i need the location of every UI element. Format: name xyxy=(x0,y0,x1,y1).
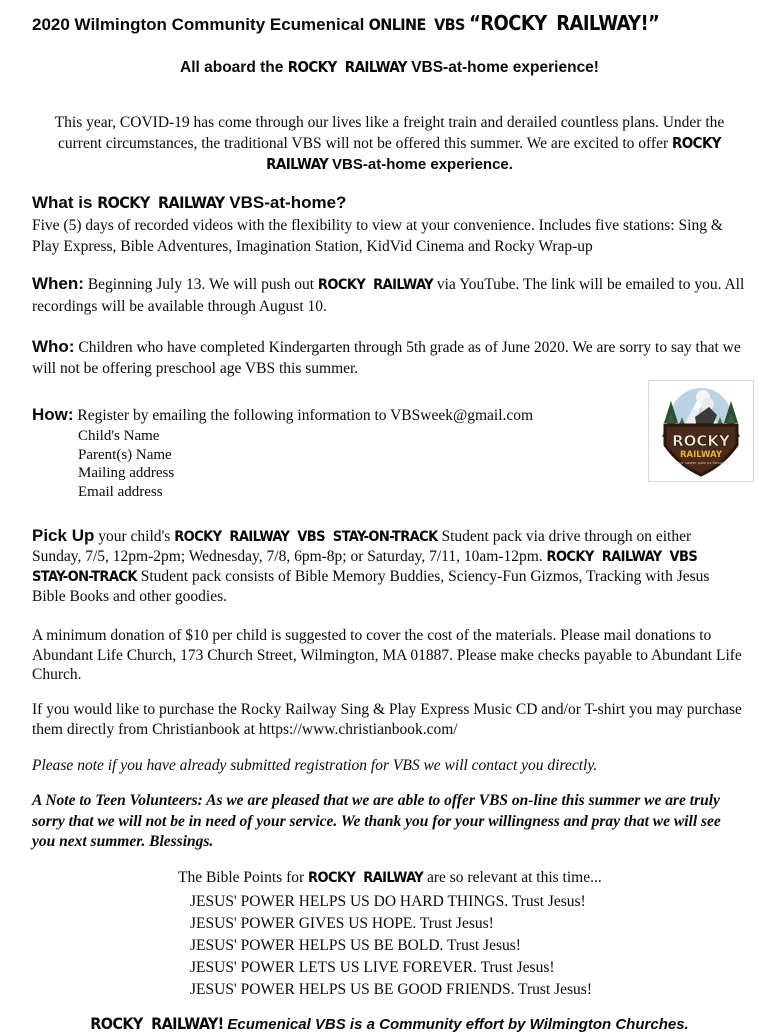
how-paragraph xyxy=(32,404,747,426)
list-item: Mailing address xyxy=(78,465,175,481)
intro-suffix: VBS-at-home experience. xyxy=(332,156,513,173)
when-paragraph xyxy=(32,273,747,317)
pickup-text-2: Student pack via drive through on either Sunday, 7/5, 12pm-2pm; Wednesday, 7/8, 6pm-8p; or Saturday, 7/11, 10am-12pm. xyxy=(32,528,692,565)
bible-intro-suffix: are so relevant at this time... xyxy=(426,869,602,886)
bible-points-intro xyxy=(178,868,747,888)
when-text-2: via YouTube. The link will be emailed to you. All recordings will be available through August 10. xyxy=(32,276,745,315)
title-rocky-railway: “ROCKY RAILWAY!” xyxy=(469,11,660,35)
who-paragraph xyxy=(32,336,747,379)
subtitle-prefix: All aboard the xyxy=(180,59,284,76)
donation-paragraph: A minimum donation of $10 per child is suggested to cover the cost of the materials. Please mail donations to Abundant Life Church, 173 Church Street, Wilmington, MA 01887. Please make checks payable to Abundant Life Church. xyxy=(32,627,742,683)
pickup-text-1: your child's xyxy=(98,528,171,545)
list-item: JESUS' POWER GIVES US HOPE. Trust Jesus! xyxy=(190,915,494,932)
pickup-text-3: Student pack consists of Bible Memory Buddies, Sciency-Fun Gizmos, Tracking with Jesus Bible Books and other goodies. xyxy=(32,568,710,605)
page-title xyxy=(32,12,747,36)
footer xyxy=(32,1014,747,1034)
what-body: Five (5) days of recorded videos with the flexibility to view at your convenience. Includes five stations: Sing & Play Express, Bible Adventures, Imagination Station, KidVid Cinema and Rocky Wrap-up xyxy=(32,217,723,255)
list-item: Child's Name xyxy=(78,428,160,444)
what-heading xyxy=(32,192,747,214)
bible-points-list xyxy=(190,891,747,1001)
when-text-1: Beginning July 13. We will push out xyxy=(87,276,315,293)
footer-text: Ecumenical VBS is a Community effort by Wilmington Churches. xyxy=(227,1016,689,1033)
subtitle xyxy=(32,57,747,78)
title-prefix: 2020 Wilmington Community Ecumenical xyxy=(32,15,365,34)
rocky-railway-logo-art xyxy=(651,383,751,479)
intro-rocky-railway: ROCKY RAILWAY xyxy=(266,134,721,173)
list-item: Email address xyxy=(78,483,163,500)
subtitle-rocky-railway: ROCKY RAILWAY xyxy=(287,58,407,76)
pickup-rocky-railway-2: ROCKY RAILWAY VBS STAY-ON-TRACK xyxy=(32,549,698,585)
who-text: Children who have completed Kindergarten through 5th grade as of June 2020. We are sorry to say that we will not be offering preschool age VBS this summer. xyxy=(32,339,741,377)
how-label: How: xyxy=(32,405,74,424)
list-item: JESUS' POWER HELPS US BE BOLD. Trust Jesus! xyxy=(190,937,521,954)
who-label: Who: xyxy=(32,337,75,356)
when-label: When: xyxy=(32,274,84,293)
how-text: Register by emailing the following information to VBSweek@gmail.com xyxy=(77,407,534,424)
list-item: Parent(s) Name xyxy=(78,446,172,463)
intro-paragraph xyxy=(45,112,735,175)
purchase-paragraph: If you would like to purchase the Rocky Railway Sing & Play Express Music CD and/or T-shirt you may purchase them directly from Christianbook at https://www.christianbook.com/ xyxy=(32,700,742,738)
logo-rocky-text: ROCKY xyxy=(672,432,730,450)
list-item: JESUS' POWER HELPS US BE GOOD FRIENDS. Trust Jesus! xyxy=(190,981,592,998)
what-heading-prefix: What is xyxy=(32,193,93,212)
teen-volunteers-note: A Note to Teen Volunteers: As we are pleased that we are able to offer VBS on-line this summer we are truly sorry that we will not be in need of your service. We thank you for your willingness and pray that we will see you next summer. Blessings. xyxy=(32,792,721,850)
title-online-vbs: ONLINE VBS xyxy=(368,15,465,34)
logo-railway-text: RAILWAY xyxy=(680,450,722,460)
when-rocky-railway: ROCKY RAILWAY xyxy=(317,277,433,293)
list-item: JESUS' POWER LETS US LIVE FOREVER. Trust Jesus! xyxy=(190,959,555,976)
intro-text: This year, COVID-19 has come through our lives like a freight train and derailed countless plans. Under the current circumstances, the traditional VBS will not be offered this summer. We are excited to offer xyxy=(54,114,725,152)
footer-rocky-railway: ROCKY RAILWAY! xyxy=(90,1014,224,1033)
rocky-railway-logo xyxy=(648,380,754,482)
subtitle-suffix: VBS-at-home experience! xyxy=(411,59,599,76)
bible-intro-rocky-railway: ROCKY RAILWAY xyxy=(308,870,424,886)
registration-note: Please note if you have already submitted registration for VBS we will contact you directly. xyxy=(32,756,598,774)
list-item: JESUS' POWER HELPS US DO HARD THINGS. Trust Jesus! xyxy=(190,893,586,910)
pickup-paragraph xyxy=(32,526,732,607)
what-heading-suffix: VBS-at-home? xyxy=(229,193,347,212)
bible-intro-prefix: The Bible Points for xyxy=(178,869,305,886)
pickup-label: Pick Up xyxy=(32,526,95,545)
pickup-rocky-railway-1: ROCKY RAILWAY VBS STAY-ON-TRACK xyxy=(174,529,438,545)
logo-tagline-text: Jesus' power pulls us through! xyxy=(673,461,729,465)
registration-info-list xyxy=(78,427,747,501)
what-heading-rocky-railway: ROCKY RAILWAY xyxy=(97,193,225,212)
